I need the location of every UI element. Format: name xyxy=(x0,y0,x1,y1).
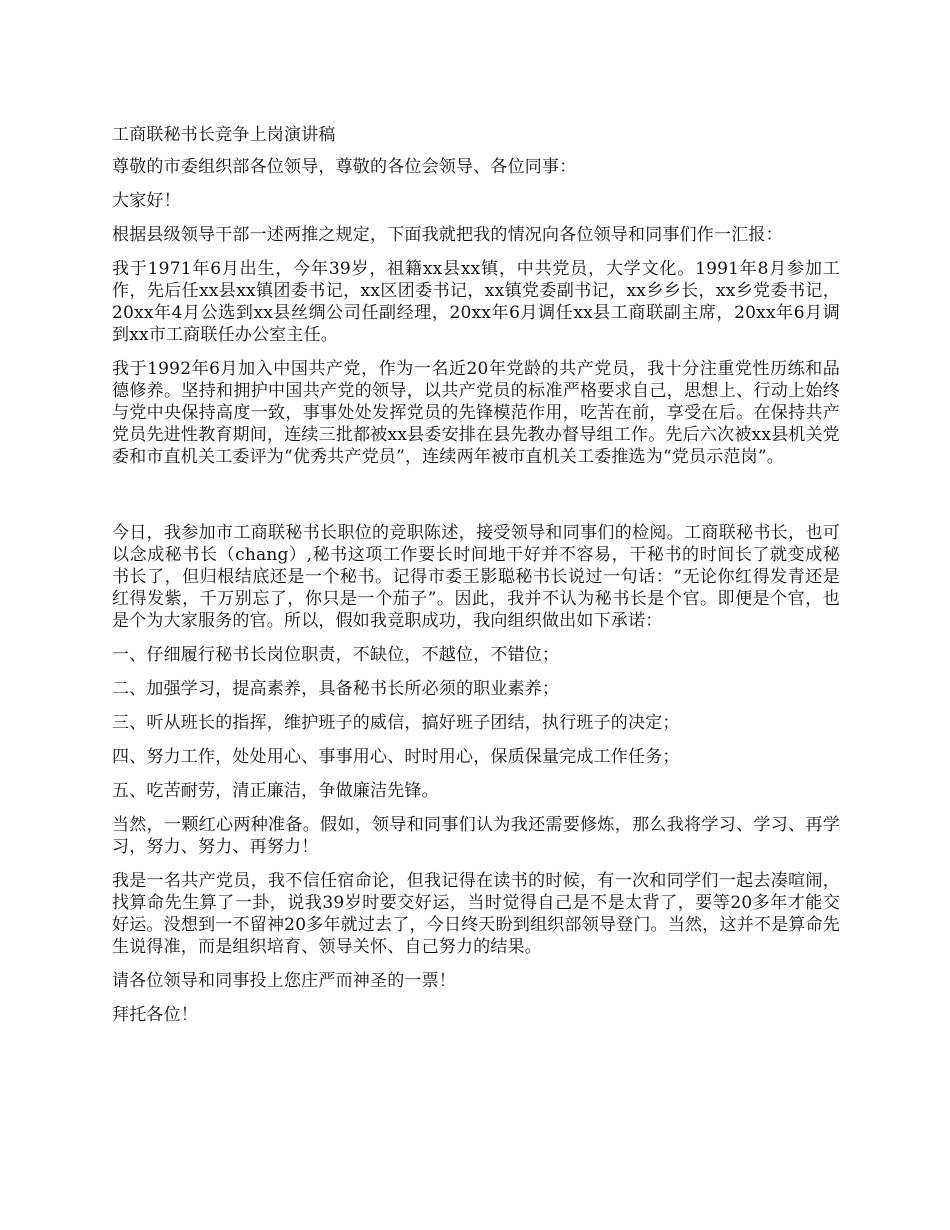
preparation-paragraph: 当然，一颗红心两种准备。假如，领导和同事们认为我还需要修炼，那么我将学习、学习、再学习，努力、努力、再努力！ xyxy=(112,815,840,857)
salutation: 尊敬的市委组织部各位领导，尊敬的各位会领导、各位同事： xyxy=(112,157,577,177)
promise-item-1: 一、仔细履行秘书长岗位职责，不缺位，不越位，不错位； xyxy=(112,645,560,665)
document-body xyxy=(112,124,840,1038)
bio-paragraph: 我于1971年6月出生，今年39岁，祖籍xx县xx镇，中共党员，大学文化。1991年8月参加工作，先后任xx县xx镇团委书记，xx区团委书记，xx镇党委副书记，xx乡乡长，xx乡党委书记，20xx年4月公选到xx县丝绸公司任副经理，20xx年6月调任xx县工商联副主席，20xx年6月调到xx市工商联任办公室主任。 xyxy=(112,259,840,345)
closing: 拜托各位！ xyxy=(112,1005,198,1025)
anecdote-paragraph: 我是一名共产党员，我不信任宿命论，但我记得在读书的时候，有一次和同学们一起去凑喧闹，找算命先生算了一卦，说我39岁时要交好运，当时觉得自己是不是太背了，要等20多年才能交好运。没想到一不留神20多年就过去了，今日终天盼到组织部领导登门。当然，这并不是算命先生说得准，而是组织培育、领导关怀、自己努力的结果。 xyxy=(112,871,840,957)
promise-item-3: 三、听从班长的指挥，维护班子的威信，搞好班子团结，执行班子的决定； xyxy=(112,713,680,733)
vote-request: 请各位领导和同事投上您庄严而神圣的一票！ xyxy=(112,971,456,991)
document-title: 工商联秘书长竞争上岗演讲稿 xyxy=(112,125,336,145)
intro-paragraph: 根据县级领导干部一述两推之规定，下面我就把我的情况向各位领导和同事们作一汇报： xyxy=(112,225,783,245)
greeting: 大家好！ xyxy=(112,191,181,211)
statement-paragraph: 今日，我参加市工商联秘书长职位的竞职陈述，接受领导和同事们的检阅。工商联秘书长，也可以念成秘书长（chang）,秘书这项工作要长时间地干好并不容易，干秘书的时间长了就变成秘书长了，但归根结底还是一个秘书。记得市委王影聪秘书长说过一句话：“无论你红得发青还是红得发紫，千万别忘了，你只是一个茄子”。因此，我并不认为秘书长是个官。即便是个官，也是个为大家服务的官。所以，假如我竞职成功，我向组织做出如下承诺： xyxy=(112,523,840,631)
party-paragraph: 我于1992年6月加入中国共产党，作为一名近20年党龄的共产党员，我十分注重党性历练和品德修养。坚持和拥护中国共产党的领导，以共产党员的标准严格要求自己，思想上、行动上始终与党中央保持高度一致，事事处处发挥党员的先锋模范作用，吃苦在前，享受在后。在保持共产党员先进性教育期间，连续三批都被xx县委安排在县先教办督导组工作。先后六次被xx县机关党委和市直机关工委评为“优秀共产党员”，连续两年被市直机关工委推选为“党员示范岗”。 xyxy=(112,359,840,467)
promise-item-2: 二、加强学习，提高素养，具备秘书长所必须的职业素养； xyxy=(112,679,560,699)
section-spacer xyxy=(112,480,840,522)
promise-item-4: 四、努力工作，处处用心、事事用心、时时用心，保质保量完成工作任务； xyxy=(112,747,680,767)
promise-item-5: 五、吃苦耐劳，清正廉洁，争做廉洁先锋。 xyxy=(112,781,439,801)
